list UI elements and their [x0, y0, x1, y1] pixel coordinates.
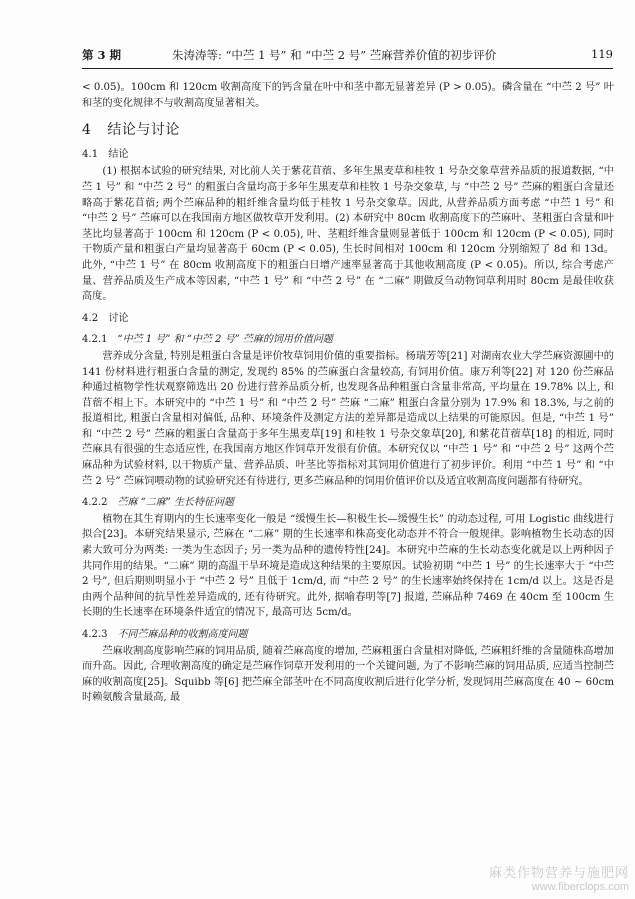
page-body [82, 80, 614, 706]
discussion-paragraph: 植物在其生育期内的生长速率变化一般是 “缓慢生长—积极生长—缓慢生长” 的动态过程, 可用 Logistic 曲线进行拟合[23]。本研究结果显示, 苎麻在 “二麻” 期的生长速率和株高变化动态并不符合一般规律。影响植物生长动态的因素大致可分为两类: 一类为生态因子; 另一类为品种的遗传特性[24]。本研究中苎麻的生长动态变化就是以上两种因子共同作用的结果。“二麻” 期的高温干旱环境是造成这种结果的主要原因。试验初期 “中苎 1 号” 的生长速率大于 “中苎 2 号”, 但后期则明显小于 “中苎 2 号” 且低于 1cm/d, 而 “中苎 2 号” 的生长速率始终保持在 1cm/d 以上。这是否是由两个品种间的抗旱性差异造成的, 还有待研究。此外, 据喻春明等[7] 报道, 苎麻品种 7469 在 40cm 至 100cm 生长期的生长速率在环境条件适宜的情况下, 最高可达 5cm/d。 [82, 513, 614, 619]
intro-paragraph: < 0.05)。100cm 和 120cm 收割高度下的钙含量在叶中和茎中都无显著差异 (P > 0.05)。磷含量在 “中苎 2 号” 叶和茎的变化规律不与收割高度显著相关。 [82, 82, 614, 109]
site-watermark [489, 862, 629, 893]
subsubsection-heading [82, 332, 614, 348]
subsubsection-title: “中苎 1 号” 和 “中苎 2 号” 苎麻的饲用价值问题 [117, 334, 333, 346]
page-number: 119 [591, 47, 613, 61]
subsection-heading [82, 147, 614, 163]
header-rule [82, 68, 613, 69]
watermark-url: www.fiberclops.com [531, 881, 629, 893]
subsection-number: 4.1 [82, 148, 99, 160]
subsubsection-title: 不同苎麻品种的收割高度问题 [117, 629, 248, 640]
subsubsection-number: 4.2.3 [82, 629, 108, 640]
subsubsection-heading [82, 495, 614, 511]
subsubsection-title: 苎麻 “二麻” 生长特征问题 [117, 497, 235, 509]
subsection-heading [82, 311, 614, 327]
running-header [82, 47, 613, 65]
section-number: 4 [82, 122, 92, 139]
watermark-title: 麻类作物营养与施肥网 [488, 866, 629, 881]
discussion-paragraph: 苎麻收割高度影响苎麻的饲用品质, 随着苎麻高度的增加, 苎麻粗蛋白含量相对降低, 苎麻粗纤维的含量随株高增加而升高。因此, 合理收割高度的确定是苎麻作饲草开发利用的一个关键问题, 为了不影响苎麻的饲用品质, 应适当控制苎麻的收割高度[25]。Squibb 等[6] 把苎麻全部茎叶在不同高度收割后进行化学分析, 发现饲用苎麻高度在 40 ~ 60cm 时赖氨酸含量最高, 最 [82, 645, 614, 704]
subsection-title: 讨论 [108, 312, 129, 324]
conclusion-paragraph: (1) 根据本试验的研究结果, 对比前人关于紫花苜蓿、多年生黑麦草和桂牧 1 号杂交象草营养品质的报道数据, “中苎 1 号” 和 “中苎 2 号” 的粗蛋白含量均高于多年生黑麦草和桂牧 1 号杂交象草, 与 “中苎 2 号” 苎麻的粗蛋白含量还略高于紫花苜蓿; 两个苎麻品种的粗纤维含量均低于桂牧 1 号杂交象草。因此, 从营养品质方面考虑 “中苎 1 号” 和 “中苎 2 号” 苎麻可以在我国南方地区做牧草开发利用。(2) 本研究中 80cm 收割高度下的苎麻叶、茎粗蛋白含量和叶茎比均显著高于 100cm 和 120cm (P < 0.05), 叶、茎粗纤维含量则显著低于 100cm 和 120cm (P < 0.05), 同时干物质产量和粗蛋白产量均显著高于 60cm (P < 0.05), 生长时间相对 100cm 和 120cm 分别缩短了 8d 和 13d。此外, “中苎 1 号” 在 80cm 收割高度下的粗蛋白日增产速率显著高于其他收割高度 (P < 0.05)。所以, 综合考虑产量、营养品质及生产成本等因素, “中苎 1 号” 和 “中苎 2 号” 在 “二麻” 期做反刍动物饲草利用时 80cm 是最佳收获高度。 [82, 166, 614, 303]
section-heading [82, 123, 614, 139]
subsubsection-number: 4.2.1 [82, 334, 108, 346]
subsubsection-number: 4.2.2 [82, 497, 108, 509]
section-title: 结论与讨论 [107, 122, 180, 139]
discussion-paragraph: 营养成分含量, 特别是粗蛋白含量是评价牧草饲用价值的重要指标。杨瑞芳等[21] 对湖南农业大学苎麻资源圃中的 141 份材料进行粗蛋白含量的测定, 发现约 85% 的苎麻蛋白含量较高, 有饲用价值。康万利等[22] 对 120 份苎麻品种通过植物学性状观察筛选出 20 份进行营养品质分析, 也发现各品种粗蛋白含量非常高, 平均量在 19.78% 以上, 和苜蓿不相上下。本研究中的 “中苎 1 号” 和 “中苎 2 号” 苎麻 “二麻” 粗蛋白含量分别为 17.9% 和 18.3%, 与之前的报道相比, 粗蛋白含量相对偏低, 品种、环境条件及测定方法的差异都是造成以上结果的可能原因。但是, “中苎 1 号” 和 “中苎 2 号” 苎麻的粗蛋白含量高于多年生黑麦草[19] 和桂牧 1 号杂交象草[20], 和紫花苜蓿草[18] 的相近, 同时苎麻具有很强的生态适应性, 在我国南方地区作饲草开发很有价值。本研究仅以 “中苎 1 号” 和 “中苎 2 号” 这两个苎麻品种为试验材料, 以干物质产量、营养品质、叶茎比等指标对其饲用价值进行了初步评价。利用 “中苎 1 号” 和 “中苎 2 号” 苎麻饲喂动物的试验研究还有待进行, 更多苎麻品种的饲用价值评价以及适宜收割高度问题都有待研究。 [82, 350, 614, 487]
issue-label: 第 3 期 [82, 48, 122, 62]
subsection-title: 结论 [108, 148, 129, 160]
running-title: 朱涛涛等: “中苎 1 号” 和 “中苎 2 号” 苎麻营养价值的初步评价 [172, 48, 497, 62]
subsubsection-heading [82, 627, 614, 643]
subsection-number: 4.2 [82, 312, 99, 324]
